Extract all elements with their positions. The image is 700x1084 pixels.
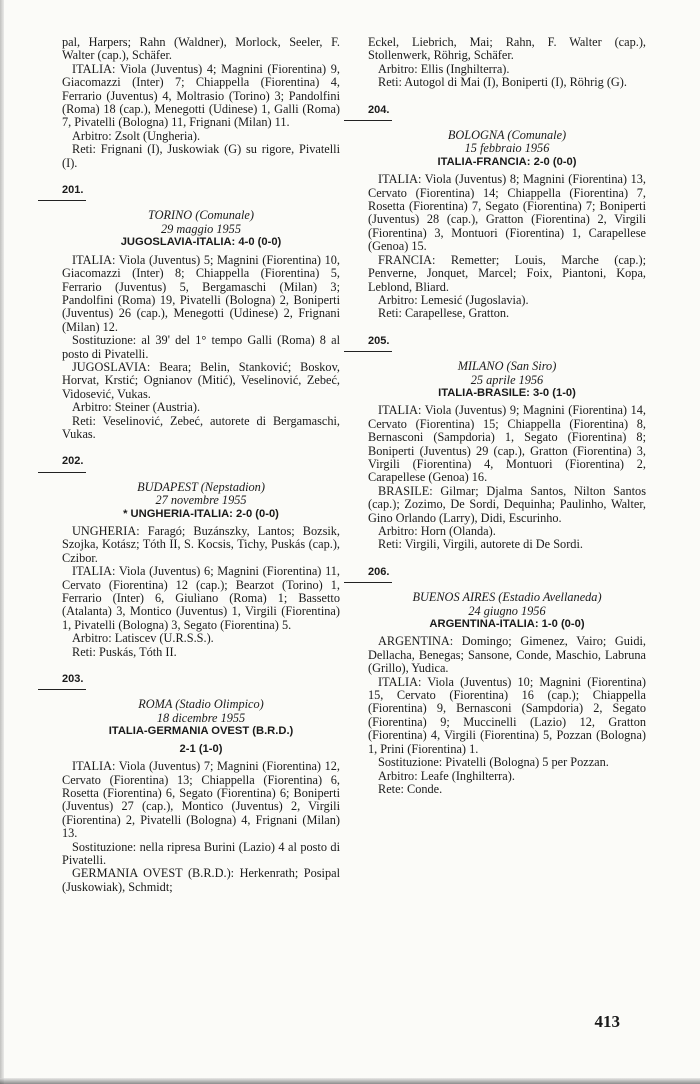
section-divider bbox=[38, 689, 86, 690]
match-number: 204. bbox=[368, 103, 390, 116]
match-number: 206. bbox=[368, 565, 390, 578]
continued-paragraph: Eckel, Liebrich, Mai; Rahn, F. Walter (cap.), Stollenwerk, Röhrig, Schäfer. bbox=[368, 35, 646, 63]
match-detail-paragraph: JUGOSLAVIA: Beara; Belin, Stanković; Boskov, Horvat, Krstić; Ognianov (Mitić), Veselinović, Zebeć, Vidosević, Vukas. bbox=[62, 359, 340, 401]
match-detail-paragraph: ITALIA: Viola (Juventus) 7; Magnini (Fiorentina) 12, Cervato (Fiorentina) 13; Chiappella (Fiorentina) 6, Rosetta (Fiorentina) 6, Segato (Fiorentina) 6; Boniperti (Juventus) 27 (cap.), Montico (Juventus) 2, Virgili (Fiorentina) 2, Pivatelli (Bologna) 4, Frignani (Milan) 13. bbox=[62, 759, 340, 841]
match-detail-paragraph: UNGHERIA: Faragó; Buzánszky, Lantos; Bozsik, Szojka, Kotász; Tóth II, S. Kocsis, Tichy, Puskás (cap.), Czibor. bbox=[62, 524, 340, 565]
match-detail-paragraph: Sostituzione: al 39' del 1° tempo Galli (Roma) 8 al posto di Pivatelli. bbox=[62, 333, 340, 361]
match-number: 203. bbox=[62, 673, 84, 686]
match-date: 27 novembre 1955 bbox=[155, 493, 247, 508]
match-number: 202. bbox=[62, 455, 84, 468]
match-detail-paragraph: ARGENTINA: Domingo; Gimenez, Vairo; Guidi, Dellacha, Benegas; Sansone, Conde, Maschio, Labruna (Grillo), Yudica. bbox=[368, 634, 646, 676]
match-detail-paragraph: GERMANIA OVEST (B.R.D.): Herkenrath; Posipal (Juskowiak), Schmidt; bbox=[62, 866, 340, 894]
match-detail-paragraph: Reti: Veselinović, Zebeć, autorete di Bergamaschi, Vukas. bbox=[62, 413, 340, 441]
match-detail-paragraph: BRASILE: Gilmar; Djalma Santos, Nilton Santos (cap.); Zozimo, De Sordi, Dequinha; Paulinho, Walter, Gino Orlando (Larry), Didi, Escurinho. bbox=[368, 483, 646, 525]
right-column bbox=[368, 36, 646, 796]
match-detail-paragraph: Rete: Conde. bbox=[378, 781, 443, 796]
match-detail-paragraph: Arbitro: Ellis (Inghilterra). bbox=[378, 61, 510, 76]
section-divider bbox=[344, 582, 392, 583]
match-title: ARGENTINA-ITALIA: 1-0 (0-0) bbox=[429, 618, 585, 631]
match-venue: BOLOGNA (Comunale) bbox=[447, 128, 567, 143]
match-detail-paragraph: Arbitro: Horn (Olanda). bbox=[378, 524, 496, 538]
match-detail-paragraph: ITALIA: Viola (Juventus) 8; Magnini (Fiorentina) 13, Cervato (Fiorentina) 14; Chiappella (Fiorentina) 7, Rosetta (Fiorentina) 7, Segato (Fiorentina) 7; Boniperti (Juventus) 28 (cap.), Gratton (Fiorentina) 2, Virgili (Fiorentina) 3, Montuori (Fiorentina) 1, Carapellese (Genoa) 15. bbox=[368, 172, 646, 254]
match-detail-paragraph: ITALIA: Viola (Juventus) 5; Magnini (Fiorentina) 10, Giacomazzi (Inter) 8; Chiappella (Fiorentina) 5, Ferrario (Juventus) 5, Bergamaschi (Milan) 3; Pandolfini (Roma) 19, Pivatelli (Bologna) 2, Boniperti (Juventus) 26 (cap.), Menegotti (Udinese) 2, Frignani (Milan) 12. bbox=[62, 252, 340, 334]
match-number-block bbox=[62, 673, 340, 690]
match-date: 25 aprile 1956 bbox=[470, 372, 544, 387]
match-date: 18 dicembre 1955 bbox=[156, 710, 246, 725]
match-number-block bbox=[62, 455, 340, 472]
match-venue: ROMA (Stadio Olimpico) bbox=[138, 697, 264, 712]
match-detail-paragraph: Reti: Frignani (I), Juskowiak (G) su rigore, Pivatelli (I). bbox=[62, 142, 340, 170]
match-venue: BUDAPEST (Nepstadion) bbox=[137, 479, 265, 494]
left-column bbox=[62, 36, 340, 894]
match-detail-paragraph: Reti: Carapellese, Gratton. bbox=[378, 306, 510, 321]
match-detail-paragraph: Arbitro: Zsolt (Ungheria). bbox=[72, 128, 201, 143]
match-detail-paragraph: Reti: Autogol di Mai (I), Boniperti (I), Röhrig (G). bbox=[378, 75, 627, 90]
page-number: 413 bbox=[594, 1012, 620, 1031]
match-number: 205. bbox=[368, 334, 390, 347]
match-detail-paragraph: ITALIA: Viola (Juventus) 10; Magnini (Fiorentina) 15, Cervato (Fiorentina) 16 (cap.); Chiappella (Fiorentina) 9, Bernasconi (Sampdoria) 2, Segato (Fiorentina) 9; Muccinelli (Lazio) 12, Gratton (Fiorentina) 4, Virgili (Fiorentina) 5, Pozzan (Bologna) 1, Prini (Fiorentina) 1. bbox=[368, 674, 646, 756]
match-venue: TORINO (Comunale) bbox=[147, 208, 254, 223]
match-detail-paragraph: ITALIA: Viola (Juventus) 4; Magnini (Fiorentina) 9, Giacomazzi (Inter) 7; Chiappella (Fiorentina) 4, Ferrario (Juventus) 4, Moltrasio (Torino) 3; Pandolfini (Roma) 18 (cap.), Menegotti (Udinese) 1, Galli (Roma) 7, Pivatelli (Bologna) 11, Frignani (Milan) 11. bbox=[62, 61, 340, 130]
match-date: 15 febbraio 1956 bbox=[464, 141, 550, 156]
match-venue: BUENOS AIRES (Estadio Avellaneda) bbox=[412, 590, 602, 605]
match-number-block bbox=[368, 566, 646, 583]
scan-bottom-edge-shadow bbox=[0, 1078, 700, 1084]
continued-paragraph: pal, Harpers; Rahn (Waldner), Morlock, Seeler, F. Walter (cap.), Schäfer. bbox=[62, 35, 340, 63]
match-detail-paragraph: Sostituzione: Pivatelli (Bologna) 5 per Pozzan. bbox=[378, 755, 609, 770]
match-title: ITALIA-GERMANIA OVEST (B.R.D.) bbox=[108, 725, 294, 738]
match-title: * UNGHERIA-ITALIA: 2-0 (0-0) bbox=[123, 507, 279, 520]
match-title: 2-1 (1-0) bbox=[179, 742, 223, 755]
scan-left-edge-shadow bbox=[0, 0, 4, 1084]
match-detail-paragraph: ITALIA: Viola (Juventus) 6; Magnini (Fiorentina) 11, Cervato (Fiorentina) 12 (cap.); Bearzot (Torino) 1, Ferrario (Inter) 6, Giuliano (Roma) 1; Bassetto (Atalanta) 3, Montico (Juventus) 1, Virgili (Fiorentina) 1, Pivatelli (Bologna) 3, Segato (Fiorentina) 5. bbox=[62, 564, 340, 632]
match-detail-paragraph: Reti: Virgili, Virgili, autorete di De Sordi. bbox=[378, 537, 583, 552]
match-number-block bbox=[368, 104, 646, 121]
match-detail-paragraph: Arbitro: Steiner (Austria). bbox=[72, 400, 201, 415]
match-venue: MILANO (San Siro) bbox=[457, 359, 557, 374]
section-divider bbox=[344, 120, 392, 121]
match-number-block bbox=[62, 184, 340, 201]
section-divider bbox=[38, 200, 86, 201]
section-divider bbox=[344, 351, 392, 352]
match-title: ITALIA-FRANCIA: 2-0 (0-0) bbox=[437, 155, 577, 168]
match-date: 24 giugno 1956 bbox=[468, 603, 546, 618]
match-detail-paragraph: Arbitro: Lemesić (Jugoslavia). bbox=[378, 292, 529, 307]
match-detail-paragraph: ITALIA: Viola (Juventus) 9; Magnini (Fiorentina) 14, Cervato (Fiorentina) 15; Chiappella (Fiorentina) 8, Bernasconi (Sampdoria) 1, Segato (Fiorentina) 8; Boniperti (Juventus) 29 (cap.), Gratton (Fiorentina) 3, Virgili (Fiorentina) 4, Montuori (Fiorentina) 2, Carapellese (Genoa) 16. bbox=[368, 403, 646, 485]
match-number-block bbox=[368, 335, 646, 352]
match-detail-paragraph: FRANCIA: Remetter; Louis, Marche (cap.); Penverne, Jonquet, Marcel; Foix, Piantoni, Kopa, Leblond, Bliard. bbox=[368, 252, 646, 294]
match-detail-paragraph: Reti: Puskás, Tóth II. bbox=[72, 644, 177, 659]
match-detail-paragraph: Arbitro: Latiscev (U.R.S.S.). bbox=[72, 631, 214, 646]
match-title: JUGOSLAVIA-ITALIA: 4-0 (0-0) bbox=[120, 236, 282, 249]
match-detail-paragraph: Arbitro: Leafe (Inghilterra). bbox=[378, 768, 515, 783]
match-title: ITALIA-BRASILE: 3-0 (1-0) bbox=[438, 386, 576, 399]
match-detail-paragraph: Sostituzione: nella ripresa Burini (Lazio) 4 al posto di Pivatelli. bbox=[62, 839, 340, 867]
section-divider bbox=[38, 472, 86, 473]
match-date: 29 maggio 1955 bbox=[161, 221, 241, 236]
match-number: 201. bbox=[62, 184, 84, 197]
